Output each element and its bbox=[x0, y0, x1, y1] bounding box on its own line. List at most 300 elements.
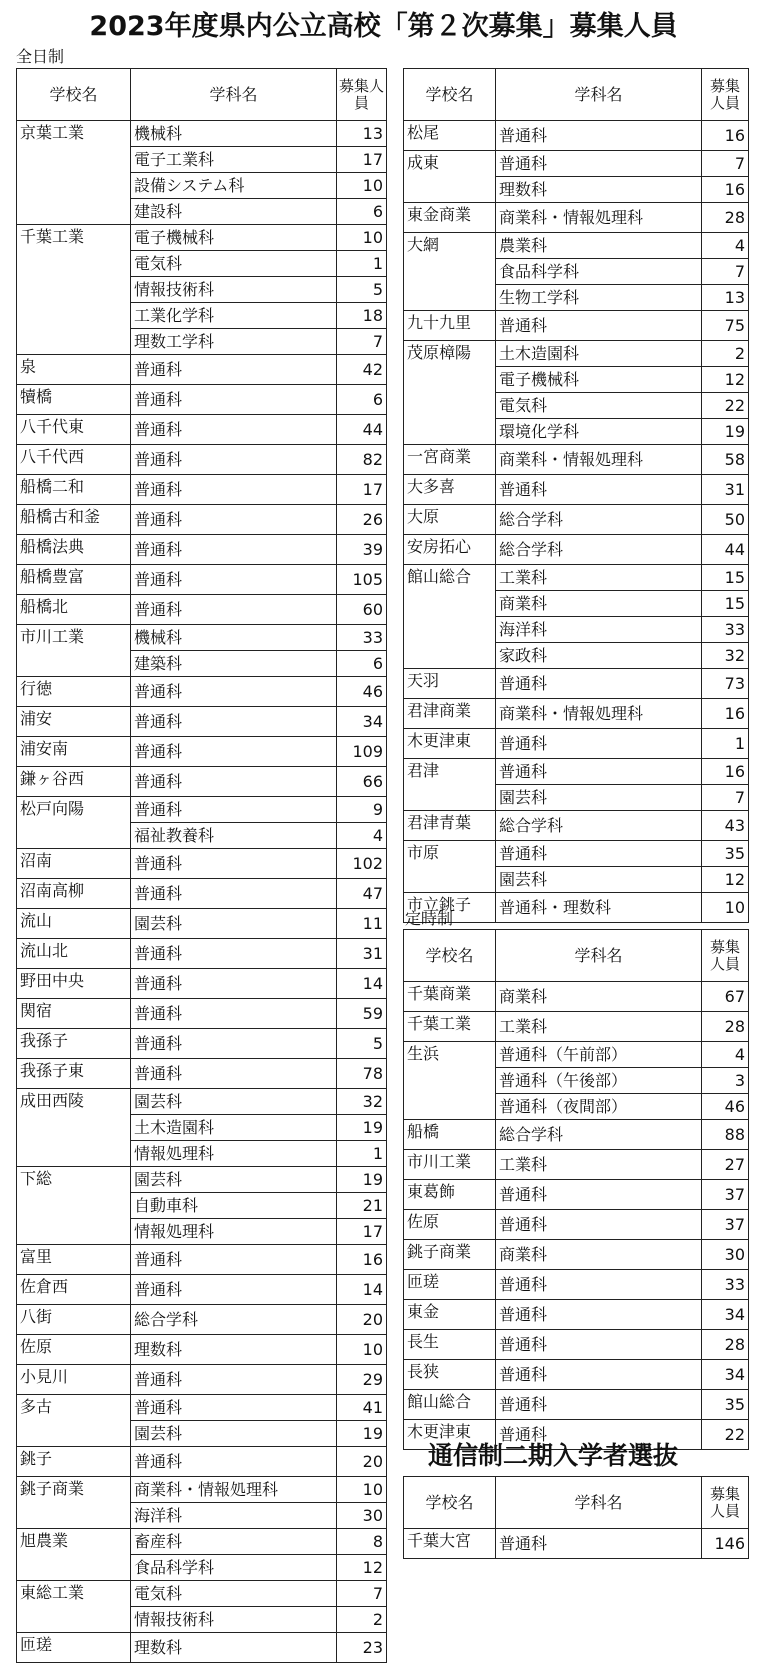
people-cell: 30 bbox=[702, 1240, 749, 1270]
people-cell: 4 bbox=[702, 1042, 749, 1068]
people-cell: 27 bbox=[702, 1150, 749, 1180]
people-cell: 6 bbox=[337, 385, 387, 415]
school-cell: 木更津東 bbox=[404, 729, 496, 759]
table-row bbox=[17, 1275, 387, 1305]
table-row bbox=[404, 1390, 749, 1420]
dept-cell: 食品科学科 bbox=[131, 1555, 337, 1581]
table-row bbox=[17, 1167, 387, 1193]
school-cell: 我孫子 bbox=[17, 1029, 131, 1059]
people-cell: 17 bbox=[337, 1219, 387, 1245]
table-row bbox=[17, 1365, 387, 1395]
school-cell: 船橋豊富 bbox=[17, 565, 131, 595]
dept-cell: 普通科 bbox=[131, 1275, 337, 1305]
table-row bbox=[17, 121, 387, 147]
people-cell: 10 bbox=[337, 173, 387, 199]
people-cell: 16 bbox=[702, 699, 749, 729]
dept-cell: 普通科 bbox=[131, 849, 337, 879]
dept-cell: 情報技術科 bbox=[131, 277, 337, 303]
people-cell: 88 bbox=[702, 1120, 749, 1150]
people-cell: 12 bbox=[702, 867, 749, 893]
dept-cell: 工業化学科 bbox=[131, 303, 337, 329]
school-cell: 市立銚子 bbox=[404, 893, 496, 923]
people-cell: 16 bbox=[702, 759, 749, 785]
dept-cell: 普通科（午後部） bbox=[496, 1068, 702, 1094]
people-cell: 19 bbox=[337, 1167, 387, 1193]
people-cell: 32 bbox=[337, 1089, 387, 1115]
dept-cell: 普通科 bbox=[496, 475, 702, 505]
dept-cell: 普通科 bbox=[131, 1245, 337, 1275]
dept-cell: 普通科 bbox=[131, 385, 337, 415]
people-cell: 20 bbox=[337, 1447, 387, 1477]
table-row bbox=[404, 1120, 749, 1150]
table-row bbox=[17, 355, 387, 385]
table-row bbox=[404, 1330, 749, 1360]
table-row bbox=[17, 737, 387, 767]
dept-cell: 商業科 bbox=[496, 591, 702, 617]
people-cell: 31 bbox=[702, 475, 749, 505]
people-cell: 8 bbox=[337, 1529, 387, 1555]
school-cell: 成田西陵 bbox=[17, 1089, 131, 1167]
school-cell: 銚子 bbox=[17, 1447, 131, 1477]
school-cell: 千葉工業 bbox=[404, 1012, 496, 1042]
people-cell: 15 bbox=[702, 565, 749, 591]
school-cell: 匝瑳 bbox=[404, 1270, 496, 1300]
school-cell: 天羽 bbox=[404, 669, 496, 699]
school-cell: 千葉商業 bbox=[404, 982, 496, 1012]
header-dept: 学科名 bbox=[496, 69, 702, 121]
school-cell: 沼南高柳 bbox=[17, 879, 131, 909]
table-row bbox=[17, 1447, 387, 1477]
page-title: 2023年度県内公立高校「第２次募集」募集人員 bbox=[89, 11, 678, 42]
dept-cell: 普通科 bbox=[496, 1529, 702, 1559]
header-row bbox=[404, 1477, 749, 1529]
table-row bbox=[404, 1240, 749, 1270]
school-cell: 大網 bbox=[404, 233, 496, 311]
people-cell: 4 bbox=[702, 233, 749, 259]
people-cell: 5 bbox=[337, 277, 387, 303]
dept-cell: 生物工学科 bbox=[496, 285, 702, 311]
header-dept: 学科名 bbox=[496, 1477, 702, 1529]
table-row bbox=[17, 767, 387, 797]
people-cell: 12 bbox=[337, 1555, 387, 1581]
dept-cell: 普通科 bbox=[131, 1059, 337, 1089]
people-cell: 10 bbox=[337, 1477, 387, 1503]
people-cell: 14 bbox=[337, 1275, 387, 1305]
school-cell: 松尾 bbox=[404, 121, 496, 151]
table-row bbox=[404, 1180, 749, 1210]
table-row bbox=[17, 1245, 387, 1275]
table-row bbox=[404, 341, 749, 367]
people-cell: 26 bbox=[337, 505, 387, 535]
people-cell: 1 bbox=[337, 251, 387, 277]
people-cell: 20 bbox=[337, 1305, 387, 1335]
people-cell: 58 bbox=[702, 445, 749, 475]
people-cell: 33 bbox=[702, 617, 749, 643]
parttime-label: 定時制 bbox=[405, 909, 454, 928]
table-row bbox=[404, 1042, 749, 1068]
table-row bbox=[17, 849, 387, 879]
dept-cell: 電子工業科 bbox=[131, 147, 337, 173]
table-row bbox=[17, 1335, 387, 1365]
table-row bbox=[17, 969, 387, 999]
people-cell: 32 bbox=[702, 643, 749, 669]
people-cell: 7 bbox=[702, 151, 749, 177]
school-cell: 八街 bbox=[17, 1305, 131, 1335]
dept-cell: 機械科 bbox=[131, 625, 337, 651]
people-cell: 75 bbox=[702, 311, 749, 341]
dept-cell: 普通科 bbox=[496, 1330, 702, 1360]
dept-cell: 普通科 bbox=[496, 669, 702, 699]
dept-cell: 家政科 bbox=[496, 643, 702, 669]
people-cell: 14 bbox=[337, 969, 387, 999]
dept-cell: 普通科 bbox=[131, 999, 337, 1029]
people-cell: 43 bbox=[702, 811, 749, 841]
table-row bbox=[17, 445, 387, 475]
school-cell: 大原 bbox=[404, 505, 496, 535]
dept-cell: 普通科 bbox=[131, 879, 337, 909]
people-cell: 47 bbox=[337, 879, 387, 909]
school-cell: 長狭 bbox=[404, 1360, 496, 1390]
table-row bbox=[404, 699, 749, 729]
people-cell: 7 bbox=[702, 785, 749, 811]
table-row bbox=[17, 909, 387, 939]
people-cell: 4 bbox=[337, 823, 387, 849]
dept-cell: 普通科 bbox=[496, 1300, 702, 1330]
header-people: 募集人員 bbox=[702, 1477, 749, 1529]
people-cell: 16 bbox=[702, 121, 749, 151]
table-row bbox=[404, 1360, 749, 1390]
table-row bbox=[17, 595, 387, 625]
table-row bbox=[404, 982, 749, 1012]
school-cell: 行徳 bbox=[17, 677, 131, 707]
table-row bbox=[404, 121, 749, 151]
school-cell: 京葉工業 bbox=[17, 121, 131, 225]
fulltime-table-right bbox=[403, 68, 749, 923]
school-cell: 八千代東 bbox=[17, 415, 131, 445]
school-cell: 下総 bbox=[17, 1167, 131, 1245]
dept-cell: 普通科 bbox=[496, 841, 702, 867]
people-cell: 7 bbox=[702, 259, 749, 285]
school-cell: 佐倉西 bbox=[17, 1275, 131, 1305]
table-row bbox=[17, 225, 387, 251]
dept-cell: 園芸科 bbox=[496, 867, 702, 893]
school-cell: 大多喜 bbox=[404, 475, 496, 505]
dept-cell: 普通科 bbox=[131, 767, 337, 797]
school-cell: 東金 bbox=[404, 1300, 496, 1330]
table-row bbox=[404, 565, 749, 591]
table-row bbox=[17, 1581, 387, 1607]
dept-cell: 機械科 bbox=[131, 121, 337, 147]
dept-cell: 環境化学科 bbox=[496, 419, 702, 445]
people-cell: 5 bbox=[337, 1029, 387, 1059]
school-cell: 関宿 bbox=[17, 999, 131, 1029]
people-cell: 39 bbox=[337, 535, 387, 565]
people-cell: 17 bbox=[337, 147, 387, 173]
school-cell: 泉 bbox=[17, 355, 131, 385]
school-cell: 君津商業 bbox=[404, 699, 496, 729]
school-cell: 東葛飾 bbox=[404, 1180, 496, 1210]
dept-cell: 電気科 bbox=[496, 393, 702, 419]
table-row bbox=[17, 999, 387, 1029]
school-cell: 船橋古和釜 bbox=[17, 505, 131, 535]
dept-cell: 普通科 bbox=[496, 759, 702, 785]
dept-cell: 普通科 bbox=[131, 355, 337, 385]
header-dept: 学科名 bbox=[496, 930, 702, 982]
people-cell: 46 bbox=[702, 1094, 749, 1120]
people-cell: 1 bbox=[337, 1141, 387, 1167]
dept-cell: 理数工学科 bbox=[131, 329, 337, 355]
dept-cell: 普通科 bbox=[496, 1270, 702, 1300]
people-cell: 82 bbox=[337, 445, 387, 475]
people-cell: 33 bbox=[702, 1270, 749, 1300]
dept-cell: 商業科 bbox=[496, 982, 702, 1012]
table-row bbox=[404, 445, 749, 475]
people-cell: 10 bbox=[702, 893, 749, 923]
people-cell: 1 bbox=[702, 729, 749, 759]
table-row bbox=[17, 625, 387, 651]
people-cell: 2 bbox=[337, 1607, 387, 1633]
people-cell: 16 bbox=[337, 1245, 387, 1275]
school-cell: 船橋 bbox=[404, 1120, 496, 1150]
table-row bbox=[17, 1633, 387, 1663]
people-cell: 73 bbox=[702, 669, 749, 699]
people-cell: 19 bbox=[702, 419, 749, 445]
table-row bbox=[404, 1210, 749, 1240]
school-cell: 東金商業 bbox=[404, 203, 496, 233]
table-row bbox=[17, 565, 387, 595]
people-cell: 35 bbox=[702, 841, 749, 867]
table-row bbox=[404, 1150, 749, 1180]
dept-cell: 普通科 bbox=[131, 707, 337, 737]
people-cell: 109 bbox=[337, 737, 387, 767]
people-cell: 78 bbox=[337, 1059, 387, 1089]
dept-cell: 普通科 bbox=[131, 939, 337, 969]
people-cell: 15 bbox=[702, 591, 749, 617]
fulltime-table-left bbox=[16, 68, 387, 1663]
table-row bbox=[17, 1477, 387, 1503]
table-row bbox=[404, 311, 749, 341]
dept-cell: 普通科 bbox=[496, 1390, 702, 1420]
dept-cell: 理数科 bbox=[131, 1335, 337, 1365]
header-school: 学校名 bbox=[404, 930, 496, 982]
people-cell: 60 bbox=[337, 595, 387, 625]
school-cell: 茂原樟陽 bbox=[404, 341, 496, 445]
header-school: 学校名 bbox=[404, 69, 496, 121]
dept-cell: 工業科 bbox=[496, 565, 702, 591]
school-cell: 船橋法典 bbox=[17, 535, 131, 565]
people-cell: 33 bbox=[337, 625, 387, 651]
dept-cell: 普通科 bbox=[131, 969, 337, 999]
dept-cell: 商業科 bbox=[496, 1240, 702, 1270]
people-cell: 102 bbox=[337, 849, 387, 879]
school-cell: 東総工業 bbox=[17, 1581, 131, 1633]
dept-cell: 総合学科 bbox=[131, 1305, 337, 1335]
header-row bbox=[404, 69, 749, 121]
people-cell: 3 bbox=[702, 1068, 749, 1094]
dept-cell: 普通科 bbox=[131, 677, 337, 707]
school-cell: 船橋北 bbox=[17, 595, 131, 625]
dept-cell: 普通科 bbox=[496, 729, 702, 759]
people-cell: 2 bbox=[702, 341, 749, 367]
parttime-table bbox=[403, 929, 749, 1450]
school-cell: 銚子商業 bbox=[17, 1477, 131, 1529]
people-cell: 42 bbox=[337, 355, 387, 385]
school-cell: 市原 bbox=[404, 841, 496, 893]
table-row bbox=[404, 841, 749, 867]
people-cell: 41 bbox=[337, 1395, 387, 1421]
school-cell: 君津 bbox=[404, 759, 496, 811]
dept-cell: 普通科 bbox=[131, 475, 337, 505]
dept-cell: 電子機械科 bbox=[496, 367, 702, 393]
school-cell: 浦安 bbox=[17, 707, 131, 737]
school-cell: 君津青葉 bbox=[404, 811, 496, 841]
people-cell: 12 bbox=[702, 367, 749, 393]
header-school: 学校名 bbox=[404, 1477, 496, 1529]
people-cell: 66 bbox=[337, 767, 387, 797]
dept-cell: 理数科 bbox=[131, 1633, 337, 1663]
school-cell: 犢橋 bbox=[17, 385, 131, 415]
header-people: 募集人員 bbox=[702, 69, 749, 121]
school-cell: 銚子商業 bbox=[404, 1240, 496, 1270]
dept-cell: 普通科 bbox=[496, 1210, 702, 1240]
school-cell: 一宮商業 bbox=[404, 445, 496, 475]
people-cell: 37 bbox=[702, 1180, 749, 1210]
dept-cell: 普通科 bbox=[496, 1420, 702, 1450]
people-cell: 7 bbox=[337, 329, 387, 355]
school-cell: 流山 bbox=[17, 909, 131, 939]
table-row bbox=[17, 797, 387, 823]
people-cell: 9 bbox=[337, 797, 387, 823]
table-row bbox=[404, 1300, 749, 1330]
dept-cell: 総合学科 bbox=[496, 1120, 702, 1150]
table-row bbox=[404, 151, 749, 177]
school-cell: 匝瑳 bbox=[17, 1633, 131, 1663]
table-row bbox=[404, 729, 749, 759]
people-cell: 16 bbox=[702, 177, 749, 203]
header-people: 募集人員 bbox=[337, 69, 387, 121]
dept-cell: 園芸科 bbox=[131, 909, 337, 939]
people-cell: 67 bbox=[702, 982, 749, 1012]
people-cell: 44 bbox=[702, 535, 749, 565]
dept-cell: 建設科 bbox=[131, 199, 337, 225]
people-cell: 21 bbox=[337, 1193, 387, 1219]
dept-cell: 総合学科 bbox=[496, 811, 702, 841]
dept-cell: 畜産科 bbox=[131, 1529, 337, 1555]
table-row bbox=[404, 535, 749, 565]
dept-cell: 普通科 bbox=[131, 535, 337, 565]
dept-cell: 普通科 bbox=[131, 505, 337, 535]
people-cell: 22 bbox=[702, 393, 749, 419]
school-cell: 我孫子東 bbox=[17, 1059, 131, 1089]
dept-cell: 普通科 bbox=[131, 565, 337, 595]
people-cell: 59 bbox=[337, 999, 387, 1029]
dept-cell: 普通科・理数科 bbox=[496, 893, 702, 923]
people-cell: 146 bbox=[702, 1529, 749, 1559]
table-row bbox=[404, 1012, 749, 1042]
people-cell: 19 bbox=[337, 1421, 387, 1447]
table-row bbox=[17, 677, 387, 707]
dept-cell: 普通科 bbox=[496, 121, 702, 151]
people-cell: 17 bbox=[337, 475, 387, 505]
table-row bbox=[17, 415, 387, 445]
table-row bbox=[404, 811, 749, 841]
dept-cell: 総合学科 bbox=[496, 505, 702, 535]
people-cell: 28 bbox=[702, 1330, 749, 1360]
school-cell: 佐原 bbox=[404, 1210, 496, 1240]
dept-cell: 普通科 bbox=[131, 1029, 337, 1059]
table-row bbox=[404, 475, 749, 505]
header-dept: 学科名 bbox=[131, 69, 337, 121]
dept-cell: 電子機械科 bbox=[131, 225, 337, 251]
school-cell: 木更津東 bbox=[404, 1420, 496, 1450]
dept-cell: 土木造園科 bbox=[496, 341, 702, 367]
dept-cell: 土木造園科 bbox=[131, 1115, 337, 1141]
dept-cell: 普通科 bbox=[131, 797, 337, 823]
people-cell: 23 bbox=[337, 1633, 387, 1663]
table-row bbox=[17, 879, 387, 909]
dept-cell: 普通科 bbox=[496, 151, 702, 177]
school-cell: 富里 bbox=[17, 1245, 131, 1275]
table-row bbox=[404, 1270, 749, 1300]
school-cell: 館山総合 bbox=[404, 1390, 496, 1420]
table-row bbox=[17, 1529, 387, 1555]
dept-cell: 電気科 bbox=[131, 1581, 337, 1607]
table-row bbox=[17, 475, 387, 505]
correspondence-table bbox=[403, 1476, 749, 1559]
table-row bbox=[17, 1305, 387, 1335]
table-row bbox=[17, 1029, 387, 1059]
people-cell: 19 bbox=[337, 1115, 387, 1141]
dept-cell: 普通科 bbox=[131, 415, 337, 445]
people-cell: 6 bbox=[337, 651, 387, 677]
table-row bbox=[404, 893, 749, 923]
table-row bbox=[17, 939, 387, 969]
people-cell: 18 bbox=[337, 303, 387, 329]
header-school: 学校名 bbox=[17, 69, 131, 121]
school-cell: 松戸向陽 bbox=[17, 797, 131, 849]
dept-cell: 普通科 bbox=[496, 1360, 702, 1390]
school-cell: 長生 bbox=[404, 1330, 496, 1360]
school-cell: 浦安南 bbox=[17, 737, 131, 767]
dept-cell: 福祉教養科 bbox=[131, 823, 337, 849]
dept-cell: 海洋科 bbox=[496, 617, 702, 643]
school-cell: 多古 bbox=[17, 1395, 131, 1447]
people-cell: 44 bbox=[337, 415, 387, 445]
school-cell: 小見川 bbox=[17, 1365, 131, 1395]
school-cell: 千葉工業 bbox=[17, 225, 131, 355]
school-cell: 鎌ヶ谷西 bbox=[17, 767, 131, 797]
table-row bbox=[404, 505, 749, 535]
dept-cell: 自動車科 bbox=[131, 1193, 337, 1219]
dept-cell: 普通科（午前部） bbox=[496, 1042, 702, 1068]
people-cell: 35 bbox=[702, 1390, 749, 1420]
people-cell: 31 bbox=[337, 939, 387, 969]
dept-cell: 商業科・情報処理科 bbox=[496, 699, 702, 729]
people-cell: 34 bbox=[702, 1360, 749, 1390]
correspondence-title: 通信制二期入学者選抜 bbox=[428, 1441, 679, 1470]
people-cell: 22 bbox=[702, 1420, 749, 1450]
school-cell: 九十九里 bbox=[404, 311, 496, 341]
dept-cell: 情報技術科 bbox=[131, 1607, 337, 1633]
people-cell: 13 bbox=[702, 285, 749, 311]
school-cell: 流山北 bbox=[17, 939, 131, 969]
people-cell: 34 bbox=[702, 1300, 749, 1330]
dept-cell: 農業科 bbox=[496, 233, 702, 259]
dept-cell: 商業科・情報処理科 bbox=[496, 203, 702, 233]
school-cell: 市川工業 bbox=[404, 1150, 496, 1180]
dept-cell: 工業科 bbox=[496, 1150, 702, 1180]
dept-cell: 園芸科 bbox=[131, 1421, 337, 1447]
